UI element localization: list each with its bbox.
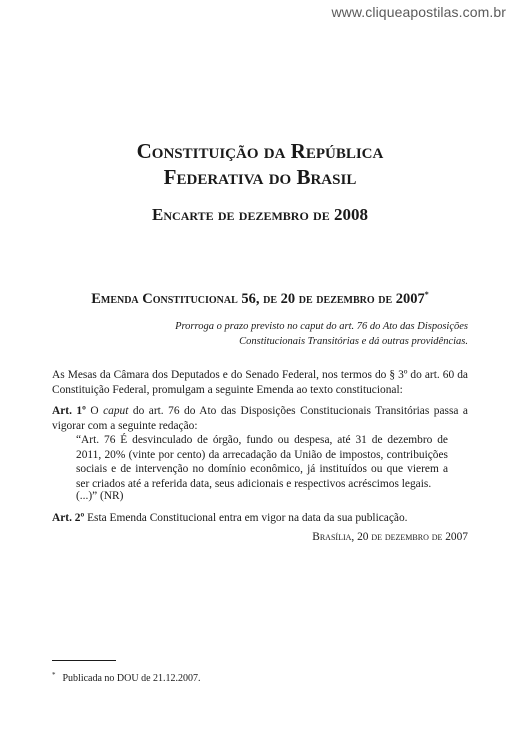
document-title-line-1: Constituição da República xyxy=(136,139,384,163)
amendment-heading xyxy=(0,290,520,308)
article-1-text-b: do art. 76 do Ato das Disposições Constitucionais Transitórias passa a vigorar com a seguinte redação: xyxy=(52,405,468,432)
article-1-label: Art. 1º xyxy=(52,405,86,417)
preamble-paragraph: As Mesas da Câmara dos Deputados e do Senado Federal, nos termos do § 3º do art. 60 da Constituição Federal, promulgam a seguinte Emenda ao texto constitucional: xyxy=(52,369,468,396)
article-2-label: Art. 2º xyxy=(52,512,85,524)
amendment-summary-line-1: Prorroga o prazo previsto no caput do art. 76 do Ato das Disposições xyxy=(175,321,468,332)
amendment-heading-text: Emenda Constitucional 56, de 20 de dezembro de 2007 xyxy=(91,291,425,307)
article-1-caput-word: caput xyxy=(103,405,129,417)
quoted-article-76: “Art. 76 É desvinculado de órgão, fundo ou despesa, até 31 de dezembro de 2011, 20% (vinte por cento) da arrecadação da União de impostos, contribuições sociais e de intervenção no domínio econômico, já instituídos ou que vierem a ser criados até a referida data, seus adicionais e respectivos acréscimos legais. xyxy=(76,434,448,490)
footnote xyxy=(52,671,201,684)
document-subtitle: Encarte de dezembro de 2008 xyxy=(152,205,368,224)
footnote-text: Publicada no DOU de 21.12.2007. xyxy=(62,673,201,684)
amendment-summary-line-2: Constitucionais Transitórias e dá outras providências. xyxy=(239,335,468,347)
footnote-marker: * xyxy=(52,671,56,679)
article-2-text: Esta Emenda Constitucional entra em vigor na data da sua publicação. xyxy=(84,512,408,524)
place-date-signature: Brasília, 20 de dezembro de 2007 xyxy=(312,531,468,543)
amendment-summary xyxy=(168,320,468,349)
article-1-text-a: O xyxy=(85,405,104,417)
amendment-footnote-marker: * xyxy=(424,290,429,299)
article-1 xyxy=(52,404,468,433)
footnote-divider xyxy=(52,660,116,661)
article-2 xyxy=(52,511,468,526)
watermark-url: www.cliqueapostilas.com.br xyxy=(331,4,506,20)
document-title-line-2: Federativa do Brasil xyxy=(163,165,357,189)
quoted-end-nr: (...)” (NR) xyxy=(76,490,124,502)
